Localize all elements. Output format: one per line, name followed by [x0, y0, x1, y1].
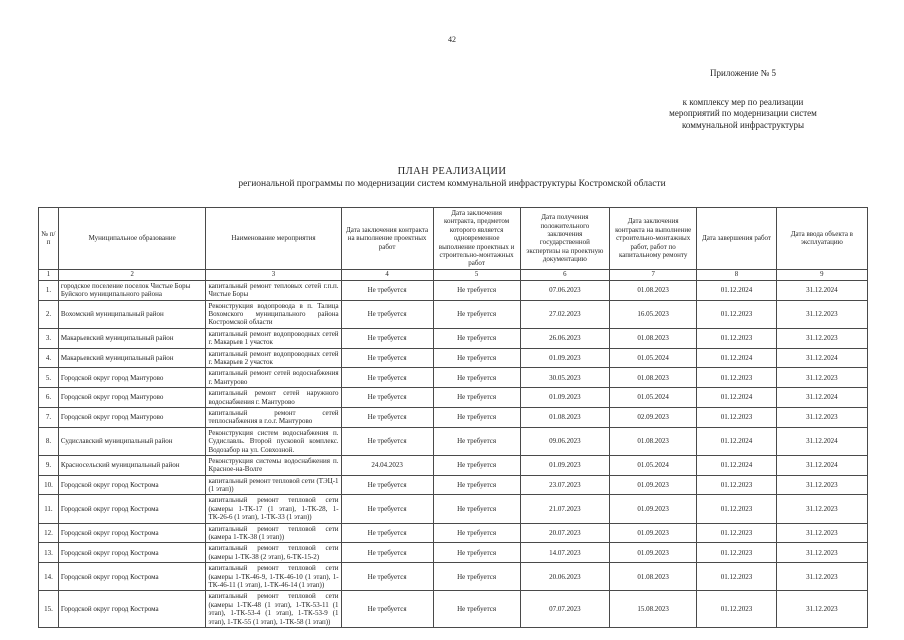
table-row — [39, 348, 868, 368]
cell-commissioning-date: 31.12.2023 — [776, 300, 867, 328]
cell-combined-contract-date: Не требуется — [433, 523, 520, 543]
column-header-commissioning-date: Дата ввода объекта в эксплуатацию — [776, 208, 867, 270]
cell-commissioning-date: 31.12.2023 — [776, 495, 867, 523]
cell-combined-contract-date: Не требуется — [433, 300, 520, 328]
cell-activity: капитальный ремонт тепловой сети (камеры 1-ТК-48 (1 этап), 1-ТК-53-11 (1 этап), 1-ТК-53-4 (1 этап), 1-ТК-53-9 (1 этап), 1-ТК-55 (1 этап), 1-ТК-58 (1 этап)) — [206, 591, 341, 628]
cell-commissioning-date: 31.12.2024 — [776, 348, 867, 368]
cell-municipality: Судиславский муниципальный район — [58, 427, 206, 455]
cell-expertise-date: 27.02.2023 — [520, 300, 610, 328]
cell-activity: капитальный ремонт тепловой сети (камеры 1-ТК-46-9, 1-ТК-46-10 (1 этап), 1-ТК-46-11 (1 этап), 1-ТК-46-14 (1 этап)) — [206, 563, 341, 591]
cell-combined-contract-date: Не требуется — [433, 543, 520, 563]
cell-expertise-date: 20.06.2023 — [520, 563, 610, 591]
cell-combined-contract-date: Не требуется — [433, 280, 520, 300]
cell-expertise-date: 01.08.2023 — [520, 407, 610, 427]
cell-design-contract-date: Не требуется — [341, 543, 433, 563]
cell-row-number: 12. — [39, 523, 59, 543]
cell-completion-date: 01.12.2024 — [697, 455, 777, 475]
cell-municipality: Городской округ город Кострома — [58, 591, 206, 628]
table-row — [39, 563, 868, 591]
cell-design-contract-date: Не требуется — [341, 388, 433, 408]
cell-construction-contract-date: 01.08.2023 — [610, 563, 697, 591]
cell-design-contract-date: Не требуется — [341, 591, 433, 628]
table-row — [39, 280, 868, 300]
page-subtitle: региональной программы по модернизации систем коммунальной инфраструктуры Костромской области — [238, 179, 666, 189]
cell-combined-contract-date: Не требуется — [433, 475, 520, 495]
cell-construction-contract-date: 01.08.2023 — [610, 427, 697, 455]
cell-row-number: 10. — [39, 475, 59, 495]
table-row — [39, 543, 868, 563]
cell-activity: капитальный ремонт сетей наружного водоснабжения г. Мантурово — [206, 388, 341, 408]
cell-expertise-date: 01.09.2023 — [520, 455, 610, 475]
cell-construction-contract-date: 01.09.2023 — [610, 523, 697, 543]
cell-design-contract-date: Не требуется — [341, 427, 433, 455]
cell-completion-date: 01.12.2024 — [697, 348, 777, 368]
cell-combined-contract-date: Не требуется — [433, 455, 520, 475]
cell-commissioning-date: 31.12.2024 — [776, 388, 867, 408]
column-index: 3 — [206, 269, 341, 280]
plan-table-container — [38, 207, 868, 628]
column-header-activity: Наименование мероприятия — [206, 208, 341, 270]
column-header-combined-contract-date: Дата заключения контракта, предметом которого является одновременное выполнение проектных и строительно-монтажных работ — [433, 208, 520, 270]
column-header-num: № п/п — [39, 208, 59, 270]
column-header-construction-contract-date: Дата заключения контракта на выполнение строительно-монтажных работ, работ по капитальному ремонту — [610, 208, 697, 270]
cell-row-number: 5. — [39, 368, 59, 388]
page-title: ПЛАН РЕАЛИЗАЦИИ — [397, 166, 507, 177]
table-body — [39, 280, 868, 627]
cell-completion-date: 01.12.2024 — [697, 427, 777, 455]
cell-expertise-date: 07.06.2023 — [520, 280, 610, 300]
table-row — [39, 523, 868, 543]
column-index: 8 — [697, 269, 777, 280]
cell-activity: Реконструкция водопровода в п. Талица Вохомского муниципального района Костромской области — [206, 300, 341, 328]
cell-completion-date: 01.12.2023 — [697, 591, 777, 628]
cell-row-number: 7. — [39, 407, 59, 427]
cell-commissioning-date: 31.12.2023 — [776, 523, 867, 543]
cell-expertise-date: 14.07.2023 — [520, 543, 610, 563]
cell-activity: капитальный ремонт тепловой сети (ТЭЦ-1 (1 этап)) — [206, 475, 341, 495]
cell-commissioning-date: 31.12.2024 — [776, 427, 867, 455]
cell-row-number: 4. — [39, 348, 59, 368]
column-header-completion-date: Дата завершения работ — [697, 208, 777, 270]
cell-completion-date: 01.12.2023 — [697, 495, 777, 523]
cell-combined-contract-date: Не требуется — [433, 348, 520, 368]
cell-construction-contract-date: 02.09.2023 — [610, 407, 697, 427]
column-index: 7 — [610, 269, 697, 280]
cell-municipality: Макарьевский муниципальный район — [58, 328, 206, 348]
cell-design-contract-date: Не требуется — [341, 407, 433, 427]
table-header-row — [39, 208, 868, 270]
table-row — [39, 591, 868, 628]
table-row — [39, 368, 868, 388]
cell-municipality: Городской округ город Мантурово — [58, 388, 206, 408]
cell-activity: капитальный ремонт тепловой сети (камеры 1-ТК-38 (2 этап), 6-ТК-15-2) — [206, 543, 341, 563]
title-block — [0, 166, 904, 189]
cell-completion-date: 01.12.2023 — [697, 523, 777, 543]
cell-activity: капитальный ремонт тепловой сети (камеры 1-ТК-17 (1 этап), 1-ТК-28, 1-ТК-26-6 (1 этап), 1-ТК-33 (1 этап)) — [206, 495, 341, 523]
cell-activity: капитальный ремонт водопроводных сетей г. Макарьев 1 участок — [206, 328, 341, 348]
cell-design-contract-date: Не требуется — [341, 523, 433, 543]
column-index: 1 — [39, 269, 59, 280]
cell-municipality: городское поселение поселок Чистые Боры Буйского муниципального района — [58, 280, 206, 300]
cell-design-contract-date: Не требуется — [341, 368, 433, 388]
cell-completion-date: 01.12.2023 — [697, 328, 777, 348]
cell-completion-date: 01.12.2024 — [697, 388, 777, 408]
cell-activity: капитальный ремонт сетей водоснабжения г. Мантурово — [206, 368, 341, 388]
cell-expertise-date: 26.06.2023 — [520, 328, 610, 348]
cell-design-contract-date: Не требуется — [341, 280, 433, 300]
cell-municipality: Красносельский муниципальный район — [58, 455, 206, 475]
cell-design-contract-date: Не требуется — [341, 563, 433, 591]
table-row — [39, 495, 868, 523]
cell-construction-contract-date: 01.08.2023 — [610, 368, 697, 388]
cell-completion-date: 01.12.2023 — [697, 543, 777, 563]
appendix-line: к комплексу мер по реализации — [682, 96, 804, 107]
cell-combined-contract-date: Не требуется — [433, 495, 520, 523]
cell-municipality: Городской округ город Кострома — [58, 523, 206, 543]
cell-design-contract-date: Не требуется — [341, 300, 433, 328]
cell-activity: капитальный ремонт тепловых сетей г.п.п. Чистые Боры — [206, 280, 341, 300]
table-row — [39, 427, 868, 455]
cell-construction-contract-date: 15.08.2023 — [610, 591, 697, 628]
cell-municipality: Городской округ город Мантурово — [58, 368, 206, 388]
cell-municipality: Макарьевский муниципальный район — [58, 348, 206, 368]
cell-construction-contract-date: 01.09.2023 — [610, 543, 697, 563]
cell-row-number: 13. — [39, 543, 59, 563]
cell-municipality: Городской округ город Кострома — [58, 543, 206, 563]
cell-construction-contract-date: 01.05.2024 — [610, 388, 697, 408]
cell-completion-date: 01.12.2023 — [697, 407, 777, 427]
cell-completion-date: 01.12.2023 — [697, 368, 777, 388]
cell-expertise-date: 20.07.2023 — [520, 523, 610, 543]
cell-municipality: Городской округ город Мантурово — [58, 407, 206, 427]
cell-expertise-date: 30.05.2023 — [520, 368, 610, 388]
cell-expertise-date: 01.09.2023 — [520, 388, 610, 408]
cell-expertise-date: 21.07.2023 — [520, 495, 610, 523]
cell-row-number: 6. — [39, 388, 59, 408]
table-row — [39, 407, 868, 427]
table-row — [39, 475, 868, 495]
cell-completion-date: 01.12.2024 — [697, 280, 777, 300]
column-index: 2 — [58, 269, 206, 280]
table-row — [39, 455, 868, 475]
page-number: 42 — [448, 35, 456, 44]
cell-row-number: 15. — [39, 591, 59, 628]
table-row — [39, 328, 868, 348]
cell-completion-date: 01.12.2023 — [697, 563, 777, 591]
cell-municipality: Городской округ город Кострома — [58, 563, 206, 591]
cell-activity: капитальный ремонт водопроводных сетей г. Макарьев 2 участок — [206, 348, 341, 368]
appendix-label: Приложение № 5 — [710, 68, 776, 78]
cell-expertise-date: 23.07.2023 — [520, 475, 610, 495]
cell-combined-contract-date: Не требуется — [433, 427, 520, 455]
cell-construction-contract-date: 01.09.2023 — [610, 495, 697, 523]
cell-municipality: Вохомский муниципальный район — [58, 300, 206, 328]
cell-commissioning-date: 31.12.2024 — [776, 280, 867, 300]
cell-row-number: 14. — [39, 563, 59, 591]
column-header-municipality: Муниципальное образование — [58, 208, 206, 270]
table-row — [39, 388, 868, 408]
cell-activity: капитальный ремонт сетей теплоснабжения в г.о.г. Мантурово — [206, 407, 341, 427]
cell-row-number: 2. — [39, 300, 59, 328]
cell-row-number: 1. — [39, 280, 59, 300]
column-index: 6 — [520, 269, 610, 280]
plan-table — [38, 207, 868, 628]
cell-combined-contract-date: Не требуется — [433, 328, 520, 348]
cell-activity: Реконструкция системы водоснабжения п. Красное-на-Волге — [206, 455, 341, 475]
appendix-line: мероприятий по модернизации систем — [669, 108, 817, 118]
cell-commissioning-date: 31.12.2023 — [776, 591, 867, 628]
table-row — [39, 300, 868, 328]
cell-completion-date: 01.12.2023 — [697, 475, 777, 495]
cell-construction-contract-date: 16.05.2023 — [610, 300, 697, 328]
cell-construction-contract-date: 01.05.2024 — [610, 348, 697, 368]
cell-municipality: Городской округ город Кострома — [58, 495, 206, 523]
cell-expertise-date: 01.09.2023 — [520, 348, 610, 368]
appendix-line: коммунальной инфраструктуры — [682, 119, 804, 130]
column-index: 9 — [776, 269, 867, 280]
cell-commissioning-date: 31.12.2023 — [776, 543, 867, 563]
column-index-row — [39, 269, 868, 280]
cell-design-contract-date: 24.04.2023 — [341, 455, 433, 475]
cell-row-number: 9. — [39, 455, 59, 475]
cell-design-contract-date: Не требуется — [341, 475, 433, 495]
cell-expertise-date: 09.06.2023 — [520, 427, 610, 455]
cell-combined-contract-date: Не требуется — [433, 407, 520, 427]
cell-commissioning-date: 31.12.2023 — [776, 328, 867, 348]
cell-combined-contract-date: Не требуется — [433, 368, 520, 388]
cell-commissioning-date: 31.12.2023 — [776, 407, 867, 427]
cell-row-number: 8. — [39, 427, 59, 455]
cell-commissioning-date: 31.12.2023 — [776, 563, 867, 591]
cell-commissioning-date: 31.12.2024 — [776, 455, 867, 475]
column-header-design-contract-date: Дата заключения контракта на выполнение проектных работ — [341, 208, 433, 270]
cell-combined-contract-date: Не требуется — [433, 388, 520, 408]
cell-design-contract-date: Не требуется — [341, 495, 433, 523]
cell-construction-contract-date: 01.08.2023 — [610, 328, 697, 348]
cell-commissioning-date: 31.12.2023 — [776, 368, 867, 388]
cell-expertise-date: 07.07.2023 — [520, 591, 610, 628]
appendix-block — [654, 68, 832, 131]
cell-design-contract-date: Не требуется — [341, 328, 433, 348]
cell-combined-contract-date: Не требуется — [433, 563, 520, 591]
cell-construction-contract-date: 01.08.2023 — [610, 280, 697, 300]
cell-activity: капитальный ремонт тепловой сети (камера 1-ТК-38 (1 этап)) — [206, 523, 341, 543]
cell-row-number: 3. — [39, 328, 59, 348]
cell-activity: Реконструкция систем водоснабжения п. Судиславль. Второй пусковой комплекс. Водозабор на ул. Совхозной. — [206, 427, 341, 455]
cell-municipality: Городской округ город Кострома — [58, 475, 206, 495]
cell-commissioning-date: 31.12.2023 — [776, 475, 867, 495]
cell-design-contract-date: Не требуется — [341, 348, 433, 368]
cell-row-number: 11. — [39, 495, 59, 523]
cell-completion-date: 01.12.2023 — [697, 300, 777, 328]
column-index: 5 — [433, 269, 520, 280]
cell-construction-contract-date: 01.09.2023 — [610, 475, 697, 495]
cell-construction-contract-date: 01.05.2024 — [610, 455, 697, 475]
column-index: 4 — [341, 269, 433, 280]
cell-combined-contract-date: Не требуется — [433, 591, 520, 628]
column-header-expertise-date: Дата получения положительного заключения государственной экспертизы на проектную документацию — [520, 208, 610, 270]
